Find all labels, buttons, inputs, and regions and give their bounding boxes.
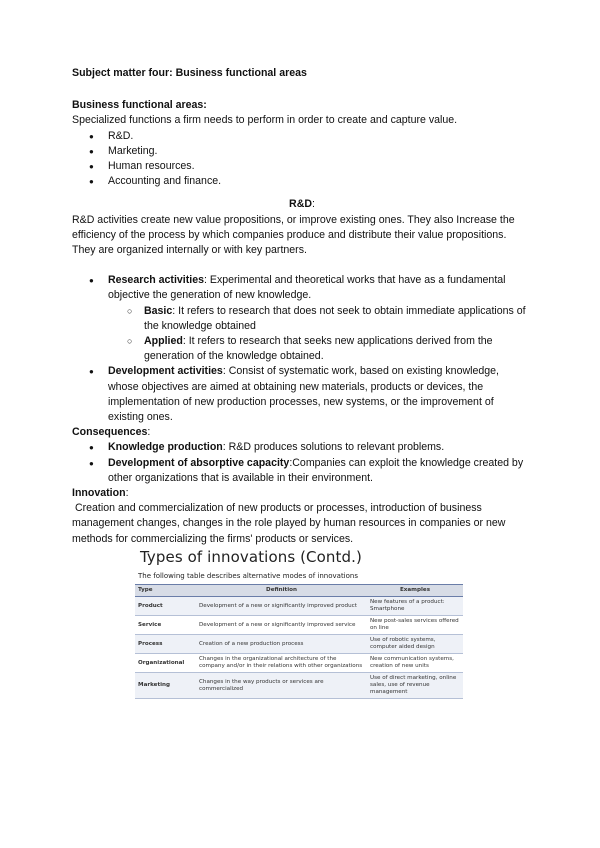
absorptive-capacity-text: :Companies can exploit the knowledge created by other organizations that is available in their environment. <box>108 456 524 484</box>
rd-heading-colon: : <box>312 198 315 211</box>
consequences-colon: : <box>147 426 151 439</box>
research-sublist <box>108 304 532 365</box>
functional-areas-list <box>72 129 532 190</box>
consequences-heading-text: Consequences <box>72 426 148 439</box>
functional-areas-intro: Specialized functions a firm needs to perform in order to create and capture value. <box>72 114 458 127</box>
absorptive-capacity-label: Development of absorptive capacity <box>108 456 290 469</box>
cell-definition: Development of a new or significantly improved product <box>196 597 367 616</box>
table-row <box>135 673 463 699</box>
innovation-heading <box>72 486 532 501</box>
slide-title: Types of innovations (Contd.) <box>140 548 362 566</box>
list-item <box>72 273 532 364</box>
cell-type: Marketing <box>135 673 196 699</box>
document-body <box>72 66 532 547</box>
cell-examples: New post-sales services offered on line <box>367 616 463 635</box>
list-item <box>72 364 532 425</box>
cell-examples: Use of direct marketing, online sales, use of revenue management <box>367 673 463 699</box>
list-item: ● Accounting and finance. <box>72 174 532 189</box>
list-item <box>108 304 532 334</box>
cell-type: Organizational <box>135 654 196 673</box>
table-row <box>135 597 463 616</box>
functional-areas-heading: Business functional areas: <box>72 99 207 112</box>
table-header-row <box>135 585 463 597</box>
document-title: Subject matter four: Business functional areas <box>72 67 307 79</box>
table-row <box>135 616 463 635</box>
consequences-list <box>72 440 532 486</box>
list-item: ● Marketing. <box>72 144 532 159</box>
knowledge-production-label: Knowledge production <box>108 441 223 454</box>
consequences-heading <box>72 425 532 440</box>
cell-definition: Changes in the way products or services are commercialized <box>196 673 367 699</box>
table-row <box>135 635 463 654</box>
knowledge-production-text: : R&D produces solutions to relevant problems. <box>222 441 445 454</box>
rd-heading <box>72 197 532 212</box>
rd-heading-text: R&D <box>289 198 312 211</box>
cell-type: Process <box>135 635 196 654</box>
list-item <box>72 440 532 455</box>
list-item: ● Human resources. <box>72 159 532 174</box>
research-label: Research activities <box>108 274 204 287</box>
list-item: ● R&D. <box>72 129 532 144</box>
cell-examples: New features of a product: Smartphone <box>367 597 463 616</box>
column-header-definition: Definition <box>196 585 367 597</box>
development-text: : Consist of systematic work, based on existing knowledge, whose objectives are aimed at obtaining new materials, products or devices, the implementation of new production processes, new systems, or the improvement of existing ones. <box>108 365 499 424</box>
cell-examples: Use of robotic systems, computer aided design <box>367 635 463 654</box>
cell-examples: New communication systems, creation of new units <box>367 654 463 673</box>
column-header-examples: Examples <box>367 585 463 597</box>
cell-type: Product <box>135 597 196 616</box>
research-text: : Experimental and theoretical works that have as a fundamental objective the generation of new knowledge. <box>108 274 506 302</box>
list-item <box>72 456 532 486</box>
cell-definition: Creation of a new production process <box>196 635 367 654</box>
cell-definition: Changes in the organizational architecture of the company and/or in their relations with other organizations <box>196 654 367 673</box>
innovation-text: Creation and commercialization of new products or processes, introduction of business management changes, changes in the role played by human resources in companies or new methods for commercializing the firms' products or services. <box>72 502 509 545</box>
innovation-types-table <box>135 584 463 699</box>
innovation-types-slide <box>135 548 467 748</box>
cell-definition: Development of a new or significantly improved service <box>196 616 367 635</box>
basic-label: Basic <box>144 304 173 317</box>
development-label: Development activities <box>108 365 223 378</box>
innovation-heading-text: Innovation <box>72 487 126 500</box>
list-item <box>108 334 532 364</box>
applied-text: : It refers to research that seeks new applications derived from the generation of the knowledge obtained. <box>144 335 493 363</box>
column-header-type: Type <box>135 585 196 597</box>
applied-label: Applied <box>144 335 183 348</box>
basic-text: : It refers to research that does not seek to obtain immediate applications of the knowledge obtained <box>144 304 526 332</box>
innovation-colon: : <box>125 487 129 500</box>
cell-type: Service <box>135 616 196 635</box>
rd-activities-list <box>72 273 532 425</box>
rd-paragraph: R&D activities create new value propositions, or improve existing ones. They also Increase the efficiency of the process by which companies produce and distribute their value propositions. They are organized internally or with key partners. <box>72 213 515 257</box>
slide-subtitle: The following table describes alternative modes of innovations <box>138 572 358 580</box>
table-row <box>135 654 463 673</box>
